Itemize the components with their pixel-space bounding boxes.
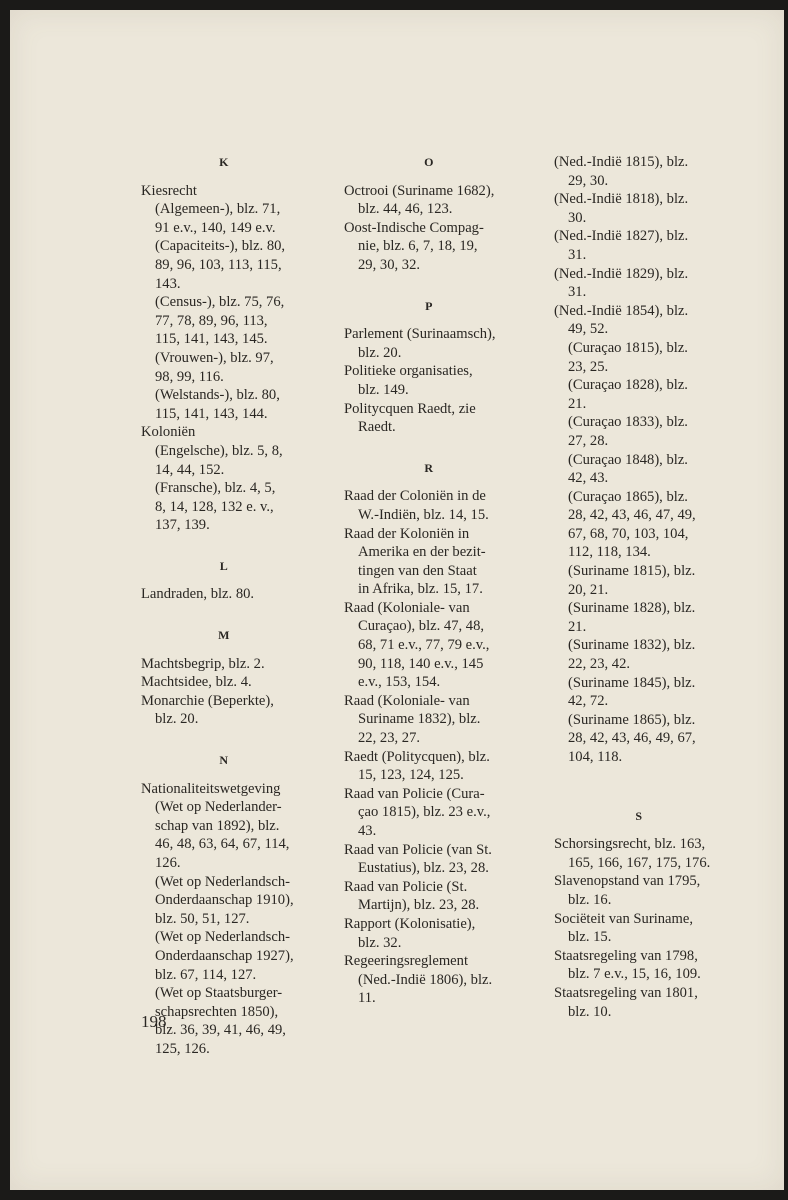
index-subentry: 115, 141, 143, 144. xyxy=(155,405,268,422)
section-letter-heading: P xyxy=(425,298,433,313)
index-subentry: tingen van den Staat xyxy=(358,562,477,579)
book-page xyxy=(10,10,784,1190)
index-subentry: 28, 42, 43, 46, 49, 67, xyxy=(568,730,696,747)
index-entry: (Ned.-Indië 1827), blz. xyxy=(554,228,689,245)
index-subentry: schapsrechten 1850), xyxy=(155,1003,279,1020)
index-subentry: (Wet op Nederlandsch- xyxy=(155,873,290,890)
section-letter-heading: R xyxy=(424,460,434,475)
index-subentry: 28, 42, 43, 46, 47, 49, xyxy=(568,507,696,524)
index-subentry: nie, blz. 6, 7, 18, 19, xyxy=(358,238,478,255)
index-subentry: Amerika en der bezit- xyxy=(358,544,486,561)
index-subentry: (Suriname 1832), blz. xyxy=(568,637,696,654)
section-letter-heading: O xyxy=(424,155,434,169)
index-subentry: 104, 118. xyxy=(568,749,623,765)
index-subentry: (Algemeen-), blz. 71, xyxy=(155,201,281,218)
index-subentry: 14, 44, 152. xyxy=(155,461,225,478)
index-subentry: (Suriname 1865), blz. xyxy=(568,711,696,728)
index-entry: Machtsidee, blz. 4. xyxy=(141,674,252,691)
index-subentry: blz. 16. xyxy=(568,891,612,908)
index-subentry: 30. xyxy=(568,209,587,226)
index-entry: Raad (Koloniale- van xyxy=(344,692,470,709)
index-entry: Monarchie (Beperkte), xyxy=(141,692,274,709)
index-entry: Raad der Koloniën in xyxy=(344,525,470,542)
index-subentry: (Suriname 1845), blz. xyxy=(568,674,696,691)
index-entry: (Ned.-Indië 1818), blz. xyxy=(554,191,689,208)
section-letter-heading: N xyxy=(219,753,229,768)
index-entry: Machtsbegrip, blz. 2. xyxy=(141,655,265,672)
index-subentry: 77, 78, 89, 96, 113, xyxy=(155,312,268,329)
index-entry: Oost-Indische Compag- xyxy=(344,219,484,236)
section-letter-heading: S xyxy=(635,808,643,823)
index-subentry: (Capaciteits-), blz. 80, xyxy=(155,238,286,255)
index-subentry: (Suriname 1815), blz. xyxy=(568,563,696,580)
index-subentry: 90, 118, 140 e.v., 145 xyxy=(358,655,484,672)
index-subentry: 89, 96, 103, 113, 115, xyxy=(155,256,282,273)
index-subentry: blz. 67, 114, 127. xyxy=(155,966,257,983)
index-subentry: 31. xyxy=(568,246,587,263)
index-entry: (Ned.-Indië 1854), blz. xyxy=(554,302,689,319)
index-subentry: (Curaçao 1865), blz. xyxy=(568,488,688,505)
index-subentry: 21. xyxy=(568,395,587,412)
index-entry: Raedt (Politycquen), blz. xyxy=(344,748,490,765)
index-subentry: (Census-), blz. 75, 76, xyxy=(155,294,285,311)
index-subentry: 125, 126. xyxy=(155,1040,210,1057)
index-entry: Regeeringsreglement xyxy=(344,953,468,970)
index-entry: Staatsregeling van 1801, xyxy=(554,984,698,1001)
index-entry: Koloniën xyxy=(141,424,196,441)
index-subentry: blz. 36, 39, 41, 46, 49, xyxy=(155,1022,286,1039)
index-subentry: Eustatius), blz. 23, 28. xyxy=(358,860,489,877)
index-subentry: blz. 7 e.v., 15, 16, 109. xyxy=(568,966,701,983)
index-subentry: e.v., 153, 154. xyxy=(358,674,441,691)
index-subentry: schap van 1892), blz. xyxy=(155,817,280,834)
index-subentry: (Wet op Nederlandsch- xyxy=(155,929,290,946)
index-entry: Staatsregeling van 1798, xyxy=(554,947,698,964)
index-subentry: 112, 118, 134. xyxy=(568,544,651,561)
index-subentry: 23, 25. xyxy=(568,358,609,375)
index-subentry: 29, 30. xyxy=(568,172,609,189)
index-subentry: 42, 43. xyxy=(568,470,609,487)
index-subentry: (Welstands-), blz. 80, xyxy=(155,387,280,404)
index-subentry: (Fransche), blz. 4, 5, xyxy=(155,480,276,497)
index-subentry: 98, 99, 116. xyxy=(155,368,224,385)
index-entry: (Ned.-Indië 1829), blz. xyxy=(554,265,689,282)
index-entry: Parlement (Surinaamsch), xyxy=(344,326,496,343)
index-subentry: (Vrouwen-), blz. 97, xyxy=(155,349,274,366)
index-subentry: (Curaçao 1848), blz. xyxy=(568,451,688,468)
index-subentry: 20, 21. xyxy=(568,581,609,598)
section-letter-heading: L xyxy=(219,558,229,573)
index-subentry: 42, 72. xyxy=(568,693,609,710)
index-subentry: 46, 48, 63, 64, 67, 114, xyxy=(155,836,290,853)
index-subentry: 8, 14, 128, 132 e. v., xyxy=(155,498,274,515)
index-subentry: 143. xyxy=(155,275,181,292)
index-subentry: 49, 52. xyxy=(568,321,609,338)
index-subentry: (Curaçao 1828), blz. xyxy=(568,377,688,394)
index-subentry: 27, 28. xyxy=(568,432,609,449)
index-subentry: Suriname 1832), blz. xyxy=(358,711,481,728)
index-subentry: Onderdaanschap 1927), xyxy=(155,947,294,964)
index-subentry: Raedt. xyxy=(358,419,396,436)
index-subentry: 115, 141, 143, 145. xyxy=(155,331,268,348)
index-subentry: çao 1815), blz. 23 e.v., xyxy=(358,804,491,821)
index-subentry: blz. 32. xyxy=(358,934,402,951)
index-subentry: 165, 166, 167, 175, 176. xyxy=(568,854,711,871)
index-subentry: 68, 71 e.v., 77, 79 e.v., xyxy=(358,637,490,654)
index-subentry: in Afrika, blz. 15, 17. xyxy=(358,581,483,598)
index-subentry: (Wet op Nederlander- xyxy=(155,799,282,816)
index-subentry: 22, 23, 42. xyxy=(568,656,631,673)
index-subentry: 21. xyxy=(568,618,587,635)
index-subentry: blz. 44, 46, 123. xyxy=(358,201,453,218)
index-subentry: W.-Indiën, blz. 14, 15. xyxy=(358,506,489,523)
index-entry: Rapport (Kolonisatie), xyxy=(344,915,476,932)
index-subentry: Curaçao), blz. 47, 48, xyxy=(358,618,485,635)
index-entry: Raad van Policie (van St. xyxy=(344,841,492,858)
index-subentry: 137, 139. xyxy=(155,517,210,534)
index-subentry: Onderdaanschap 1910), xyxy=(155,892,294,909)
index-subentry: 22, 23, 27. xyxy=(358,730,421,747)
index-subentry: 11. xyxy=(358,990,376,1007)
section-letter-heading: K xyxy=(219,155,229,169)
index-entry: Politieke organisaties, xyxy=(344,363,473,380)
section-letter-heading: M xyxy=(218,628,230,643)
index-entry: Raad van Policie (Cura- xyxy=(344,785,485,802)
index-subentry: blz. 15. xyxy=(568,929,612,946)
index-entry: Schorsingsrecht, blz. 163, xyxy=(554,836,706,853)
index-subentry: blz. 10. xyxy=(568,1003,612,1020)
index-subentry: blz. 20. xyxy=(155,711,199,728)
index-column-1 xyxy=(141,153,307,1059)
index-entry: Raad van Policie (St. xyxy=(344,878,468,895)
index-subentry: blz. 50, 51, 127. xyxy=(155,910,250,927)
index-subentry: (Curaçao 1815), blz. xyxy=(568,339,688,356)
page-number: 198 xyxy=(141,1012,167,1031)
index-entry: Octrooi (Suriname 1682), xyxy=(344,182,495,199)
index-subentry: (Suriname 1828), blz. xyxy=(568,600,696,617)
index-subentry: blz. 20. xyxy=(358,344,402,361)
index-subentry: 43. xyxy=(358,823,377,839)
index-entry: (Ned.-Indië 1815), blz. xyxy=(554,154,689,170)
index-subentry: 29, 30, 32. xyxy=(358,256,421,273)
index-subentry: Martijn), blz. 23, 28. xyxy=(358,897,480,914)
index-subentry: 126. xyxy=(155,855,181,871)
index-subentry: (Curaçao 1833), blz. xyxy=(568,414,688,431)
index-entry: Kiesrecht xyxy=(141,182,197,199)
index-subentry: blz. 149. xyxy=(358,381,409,398)
index-entry: Landraden, blz. 80. xyxy=(141,586,255,603)
index-entry: Politycquen Raedt, zie xyxy=(344,400,476,417)
index-entry: Slavenopstand van 1795, xyxy=(554,873,701,890)
index-entry: Sociëteit van Suriname, xyxy=(554,910,694,927)
index-subentry: 91 e.v., 140, 149 e.v. xyxy=(155,219,276,236)
index-subentry: 67, 68, 70, 103, 104, xyxy=(568,525,689,542)
index-subentry: (Engelsche), blz. 5, 8, xyxy=(155,442,283,459)
index-subentry: 31. xyxy=(568,284,587,301)
index-entry: Raad der Coloniën in de xyxy=(344,488,486,505)
index-column-2 xyxy=(344,153,514,1008)
index-subentry: 15, 123, 124, 125. xyxy=(358,767,464,784)
index-column-3 xyxy=(554,153,724,1021)
index-subentry: (Wet op Staatsburger- xyxy=(155,985,283,1002)
index-entry: Nationaliteitswetgeving xyxy=(141,780,281,797)
index-subentry: (Ned.-Indië 1806), blz. xyxy=(358,971,493,988)
index-entry: Raad (Koloniale- van xyxy=(344,599,470,616)
